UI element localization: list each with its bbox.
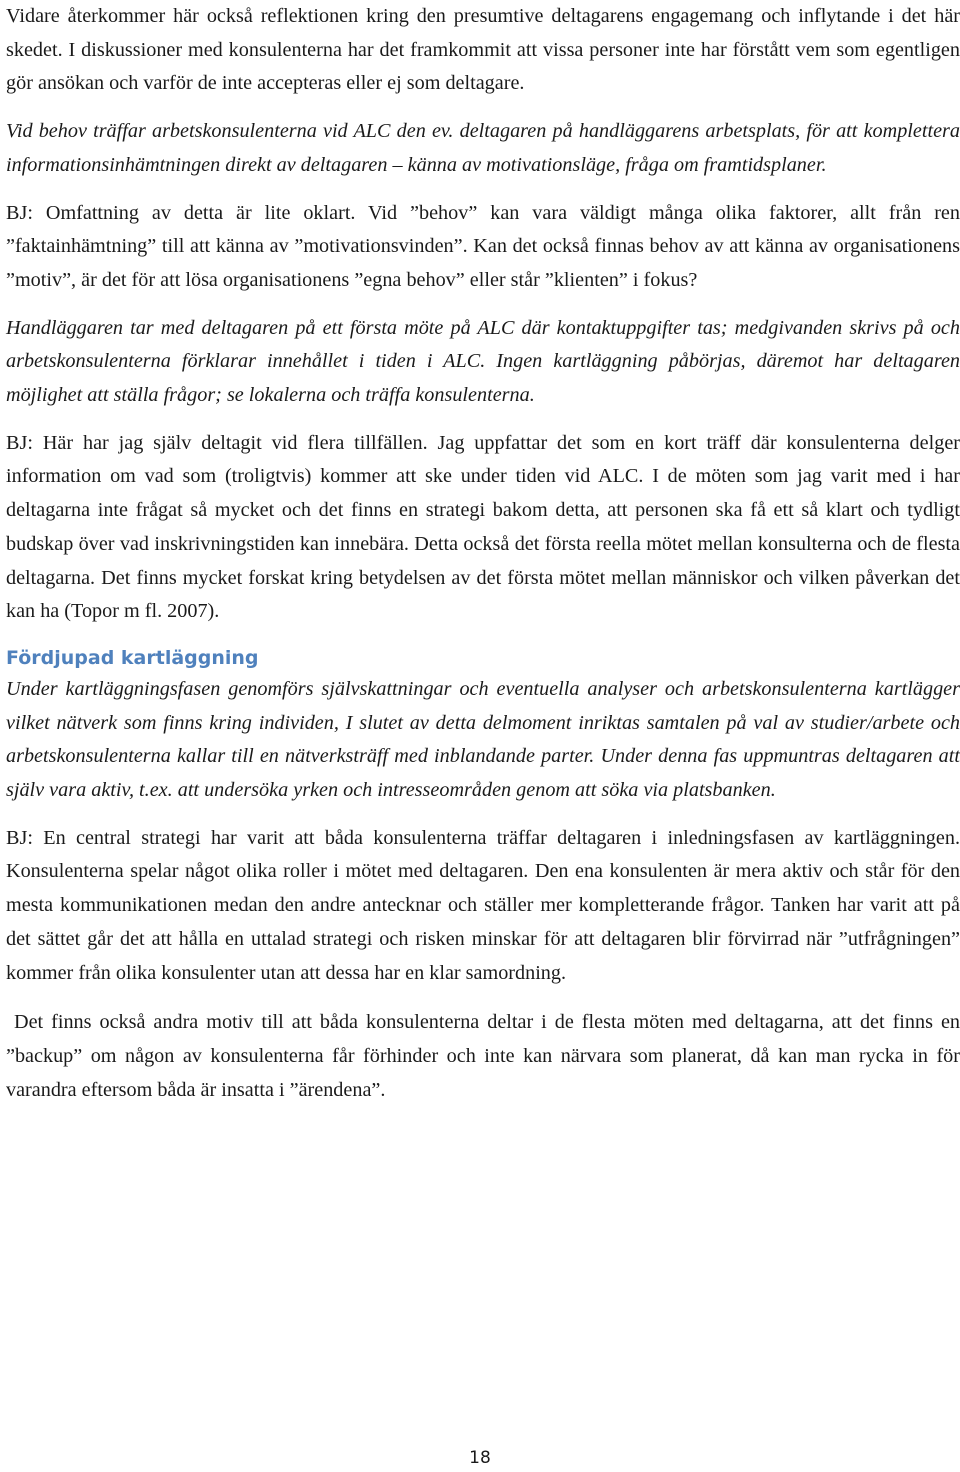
section-heading: Fördjupad kartläggning	[6, 646, 259, 669]
paragraph-reflection: Vidare återkommer här också reflektionen kring den presumtive deltagarens engagemang och inflytande i det här skedet. I diskussioner med konsulenterna har det framkommit att vissa personer inte har förstått vem som egentligen gör ansökan och varför de inte accepteras eller ej som deltagare.	[6, 5, 960, 95]
paragraph-first-meeting: Handläggaren tar med deltagaren på ett första möte på ALC där kontaktuppgifter tas; medgivanden skrivs på och arbetskonsulenterna förklarar innehållet i tiden i ALC. Ingen kartläggning påbörjas, däremot har deltagaren möjlighet att ställa frågor; se lokalerna och träffa konsulenterna.	[6, 316, 960, 407]
paragraph-bj-strategy: BJ: En central strategi har varit att båda konsulenterna träffar deltagaren i inledningsfasen av kartläggningen. Konsulenterna spelar något olika roller i mötet med deltagaren. Den ena konsulenten är mera aktiv och står för den mesta kommunikationen medan den andre antecknar och ställer mer kompletterande frågor. Tanken har varit att på det sättet går det att hålla en uttalad strategi och risken minskar för att deltagaren blir förvirrad när ”utfrågningen” kommer från olika konsulenter utan att dessa har en klar samordning.	[6, 826, 960, 984]
paragraph-bj-participation: BJ: Här har jag själv deltagit vid flera tillfällen. Jag uppfattar det som en kort träff där konsulenterna delger information om vad som (troligtvis) kommer att ske under tiden vid ALC. I de möten som jag varit med i har deltagarna inte frågat så mycket och det finns en strategi bakom detta, att personen ska få ett så klart och tydligt budskap över vad inskrivningstiden kan innebära. Detta också det första reella mötet mellan konsulterna och de flesta deltagarna. Det finns mycket forskat kring betydelsen av det första mötet mellan människor och vilken påverkan det kan ha (Topor m fl. 2007).	[6, 431, 960, 623]
paragraph-mapping-phase: Under kartläggningsfasen genomförs självskattningar och eventuella analyser och arbetskonsulenterna kartlägger vilket nätverk som finns kring individen, I slutet av detta delmoment inriktas samtalen på val av studier/arbete och arbetskonsulenterna kallar till en nätverksträff med inblandande parter. Under denna fas uppmuntras deltagaren att själv vara aktiv, t.ex. att undersöka yrken och intresseområden genom att söka via platsbanken.	[6, 677, 960, 802]
paragraph-bj-scope: BJ: Omfattning av detta är lite oklart. Vid ”behov” kan vara väldigt många olika faktorer, allt från ren ”faktainhämtning” till att känna av ”motivationsvinden”. Kan det också finnas behov av att känna av organisationens ”motiv”, är det för att lösa organisationens ”egna behov” eller står ”klienten” i fokus?	[6, 201, 960, 291]
page-number: 18	[469, 1448, 491, 1468]
paragraph-other-motives: Det finns också andra motiv till att båda konsulenterna deltar i de flesta möten med deltagarna, att det finns en ”backup” om någon av konsulenterna får förhinder och inte kan närvara som planerat, då kan man rycka in för varandra eftersom båda är insatta i ”ärendena”.	[6, 1011, 960, 1101]
document-page	[6, 0, 960, 1107]
paragraph-needs-meeting: Vid behov träffar arbetskonsulenterna vid ALC den ev. deltagaren på handläggarens arbetsplats, för att komplettera informationsinhämtningen direkt av deltagaren – känna av motivationsläge, fråga om framtidsplaner.	[6, 120, 960, 176]
